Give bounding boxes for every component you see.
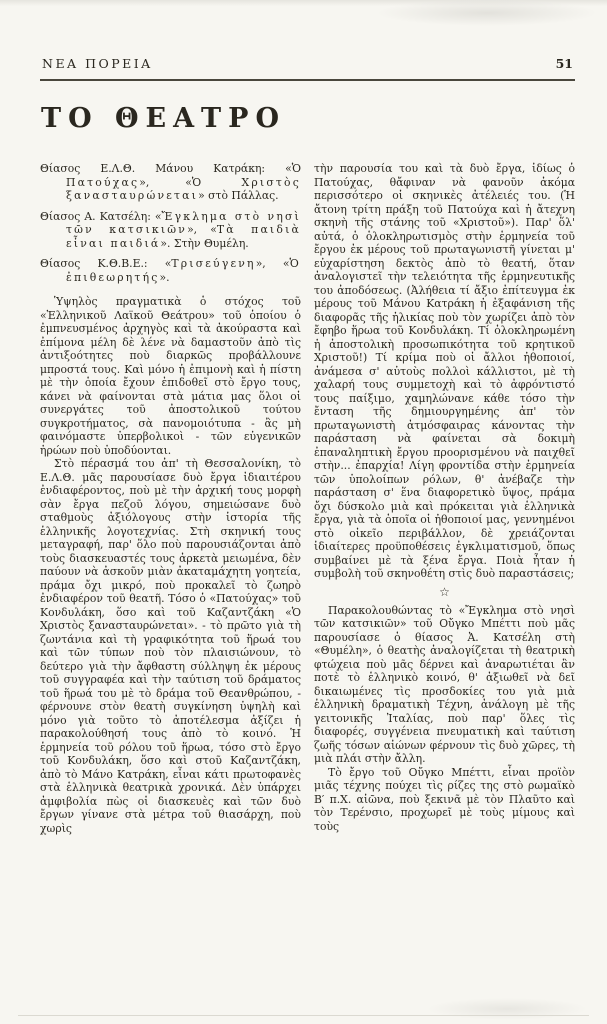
credit-text-segment: » στὸ Πάλλας.	[198, 189, 279, 202]
credit-play-title: Ἔγκλημα στὸ νησὶ τῶν κατσικιῶν	[66, 209, 301, 236]
journal-title: ΝΕΑ ΠΟΡΕΙΑ	[42, 56, 153, 71]
credit-play-title: Ὁ Χριστὸς ξανασταυρώνεται	[66, 175, 301, 202]
credit-item	[40, 210, 301, 251]
scan-smudge	[377, 0, 597, 26]
text-columns	[40, 162, 576, 1016]
body-paragraph: Στὸ πέρασμά του ἀπ' τὴ Θεσσαλονίκη, τὸ Ε.Λ.Θ. μᾶς παρουσίασε δυὸ ἔργα ἰδιαιτέρου ἐνδιαφέροντος, ποὺ μὲ τὴν ἀρχική τους μορφὴ σὰν ἔργα πεζοῦ λόγου, σημειώσανε δυὸ σταθμοὺς ἀξιόλογους στὴν ἱστορία τῆς ἑλληνικῆς λογοτεχνίας. Στὴ σκηνική τους μεταγραφή, παρ' ὅλο ποὺ παρουσιάζονται ἀπὸ τοὺς διασκευαστές τους ἀρκετὰ μειωμένα, δὲν παύουν νὰ ἀσκοῦν μιὰν ἀκαταμάχητη γοητεία, πράμα ὄχι μικρό, ποὺ προκαλεῖ τὸ ζωηρὸ ἐνδιαφέρον τοῦ θεατῆ. Τόσο ὁ «Πατούχας» τοῦ Κονδυλάκη, ὅσο καὶ τοῦ Καζαντζάκη «Ὁ Χριστὸς ξανασταυρώνεται». - τὸ πρῶτο γιὰ τὴ ζωντάνια καὶ τὴ γραφικότητα τοῦ ἥρωά του καὶ τῶν τύπων ποὺ τὸν πλαισιώνουν, τὸ δεύτερο γιὰ τὴν ἄφθαστη σύλληψη ἐκ μέρους τοῦ συγγραφέα καὶ τὴν ταύτιση τοῦ δράματος τοῦ ἥρωά του μὲ τὸ δράμα τοῦ Θεανθρώπου, - φέρνουνε στὸν θεατὴ συγκίνηση ὑψηλὴ καὶ μόνο γιὰ τοῦτο τὸ ἀποτέλεσμα ἀξίζει ἡ παρακολούθησή τους ἀπὸ τὸ κοινό. Ἡ ἑρμηνεία τοῦ ρόλου τοῦ ἥρωα, τόσο στὸ ἔργο τοῦ Κονδυλάκη, ὅσο καὶ στοῦ Καζαντζάκη, ἀπὸ τὸ Μάνο Κατράκη, εἶναι κάτι πρωτοφανὲς στὰ ἑλληνικὰ θεατρικὰ χρονικά. Δὲν ὑπάρχει ἀμφιβολία πὼς οἱ διασκευὲς καὶ τῶν δυὸ ἔργων γίνανε στὰ μέτρα τοῦ θιασάρχη, ποὺ χωρὶς	[40, 457, 301, 835]
body-paragraph: Ὑψηλὸς πραγματικὰ ὁ στόχος τοῦ «Ἑλληνικοῦ Λαϊκοῦ Θεάτρου» τοῦ ὁποίου ὁ ἐμπνευσμένος ἀρχηγὸς καὶ τὰ ἀκούραστα καὶ ἐπίμονα μέλη δὲ λένε νὰ δαμαστοῦν ἀπὸ τὶς ἀντιξοότητες ποὺ διαρκῶς προβάλλουνε μπροστά τους. Καὶ μόνο ἡ ἐπιμονὴ καὶ ἡ πίστη μὲ τὴν ὁποία ἔχουν ἐπιδοθεῖ στὸ ἔργο τους, κάνει νὰ φαίνονται στὰ μάτια μας ὅλοι οἱ συνεργάτες τοῦ ἀποστολικοῦ τούτου συγκροτήματος, σὰ πανομοιότυπα - ἂς μὴ φαινόμαστε ὑπερβολικοὶ - τῶν εὐγενικῶν ἡρώων ποὺ ὑποδύονται.	[40, 295, 301, 457]
section-divider-star-icon: ☆	[439, 584, 450, 599]
body-paragraph: τὴν παρουσία του καὶ τὰ δυὸ ἔργα, ἰδίως ὁ Πατούχας, θἄφιναν νὰ φανοῦν ἀκόμα περισσότερο οἱ σκηνικὲς ἀτέλειές του. (Ἡ ἄτονη τρίτη πράξη τοῦ Πατούχα καὶ ἡ ἄτεχνη σκηνὴ τῆς στάνης τοῦ «Χριστοῦ»). Παρ' ὅλ' αὐτά, ὁ ὁλοκληρωτισμὸς στὴν ἑρμηνεία τοῦ ἔργου ἐκ μέρους τοῦ πρωταγωνιστῆ γίνεται μ' εὐχαρίστηση δεκτὸς ἀπὸ τὸ θεατή, ὅταν ἀναλογιστεῖ τὴν τελειότητα τῆς ἑρμηνευτικῆς του ἀποδόσεως. (Ἀλήθεια τί ἄξιο ἐπίτευγμα ἐκ μέρους τοῦ Μάνου Κατράκη ἡ ἐξαφάνιση τῆς διαφορᾶς τῆς ἡλικίας ποὺ τὸν χωρίζει ἀπὸ τὸν ἔφηβο ἥρωα τοῦ Κονδυλάκη. Τί ὁλοκληρωμένη ἡ ἀποστολικὴ προσωπικότητα τοῦ κρητικοῦ Χριστοῦ!) Τί κρίμα ποὺ οἱ ἄλλοι ἠθοποιοί, ἀνάμεσα σ' αὐτοὺς πολλοὶ κάλλιστοι, μὲ τὴ χαλαρή τους συμμετοχὴ καὶ τὸ ἀφρόντιστό τους παίξιμο, χαμηλώνανε κάθε τόσο τὴν ἔνταση τῆς δημιουργημένης ἀπ' τὸν πρωταγωνιστὴ ἀτμόσφαιρας κάνοντας τὴν παράσταση νὰ φαίνεται σὰ δοκιμὴ ἐπαναληπτικὴ ἔργου προορισμένου νὰ παιχθεῖ στὴν... ἐπαρχία! Λίγη φροντίδα στὴν ἑρμηνεία τῶν ὑπολοίπων ρόλων, θ' ἀνέβαζε τὴν παράσταση σ' ἕνα διαφορετικὸ ὕψος, πράμα ὄχι δύσκολο μιὰ καὶ πρόκειται γιὰ ἑλληνικὰ ἔργα, γιὰ τὰ ὁποῖα οἱ ἠθοποιοί μας, γεννημένοι στὸ οἰκεῖο περιβάλλον, δὲ χρειάζονται ἰδιαίτερες προϋποθέσεις ἐγκλιματισμοῦ, ὅπως συμβαίνει μὲ τὰ ξένα ἔργα. Ποιὰ ἦταν ἡ συμβολὴ τοῦ σκηνοθέτη στὶς δυὸ παραστάσεις;	[314, 162, 575, 580]
masthead	[42, 56, 573, 71]
page-number: 51	[555, 56, 573, 71]
credit-text-segment: Θίασος Α. Κατσέλη: «	[40, 209, 162, 223]
credit-play-title: Πατούχας	[66, 175, 140, 189]
credit-play-title: Τρισεύγενη	[171, 257, 256, 270]
body-paragraph: Παρακολουθώντας τὸ «Ἔγκλημα στὸ νησὶ τῶν κατσικιῶν» τοῦ Οὔγκο Μπέττι ποὺ μᾶς παρουσίασε ὁ θίασος Ἀ. Κατσέλη στὴ «Θυμέλη», ὁ θεατὴς ἀναλογίζεται τὴ θεατρικὴ φτώχεια ποὺ μᾶς δέρνει καὶ ἀναρωτιέται ἂν ποτὲ τὸ ἑλληνικὸ κοινό, θ' ἀξιωθεῖ νὰ δεῖ δικαιωμένες τὶς προσδοκίες του γιὰ μιὰ ἑλληνικὴ δραματικὴ Τέχνη, ἀνάλογη μὲ τῆς γειτονικῆς Ἰταλίας, ποὺ παρ' ὅλες τὶς διαφορές, συγγένεια πνευματικὴ καὶ ταύτιση ζωῆς τόσων αἰώνων φέρνουν τὶς δυὸ χῶρες, τὴ μιὰ πλάι στὴν ἄλλη.	[314, 603, 575, 765]
article-title: ΤΟ ΘΕΑΤΡΟ	[41, 103, 286, 134]
credit-text-segment: ».	[159, 270, 170, 284]
left-column	[40, 162, 301, 1016]
credit-text-segment: », «	[187, 223, 217, 236]
credit-text-segment: », «	[255, 257, 290, 270]
scan-edge-line	[18, 1015, 589, 1016]
header-rule	[40, 79, 575, 81]
credit-text-segment: Θίασος Ε.Λ.Θ. Μάνου Κατράκη: «Ὁ	[40, 162, 301, 175]
right-column	[314, 162, 575, 1016]
credit-text-segment: ». Στὴν Θυμέλη.	[160, 236, 249, 250]
credit-text-segment: », «	[139, 175, 192, 189]
body-paragraph: Τὸ ἔργο τοῦ Οὔγκο Μπέττι, εἶναι προϊὸν μιᾶς τέχνης πούχει τὶς ρίζες της στὸ ρωμαϊκὸ Β′ π.Χ. αἰῶνα, ποὺ ξεκινᾶ μὲ τὸν Πλαῦτο καὶ τὸν Τερένσιο, προχωρεῖ μὲ τοὺς μίμους καὶ τοὺς	[314, 765, 575, 833]
credit-text-segment: Θίασος Κ.Θ.Β.Ε.: «	[40, 257, 172, 270]
credits-block	[40, 162, 301, 284]
credit-item	[40, 257, 301, 284]
credit-play-title: Τὰ παιδιὰ εἶναι παιδιά	[66, 223, 301, 250]
credit-item	[40, 162, 301, 203]
credit-play-title: Ὁ ἐπιθεωρητής	[66, 257, 301, 284]
